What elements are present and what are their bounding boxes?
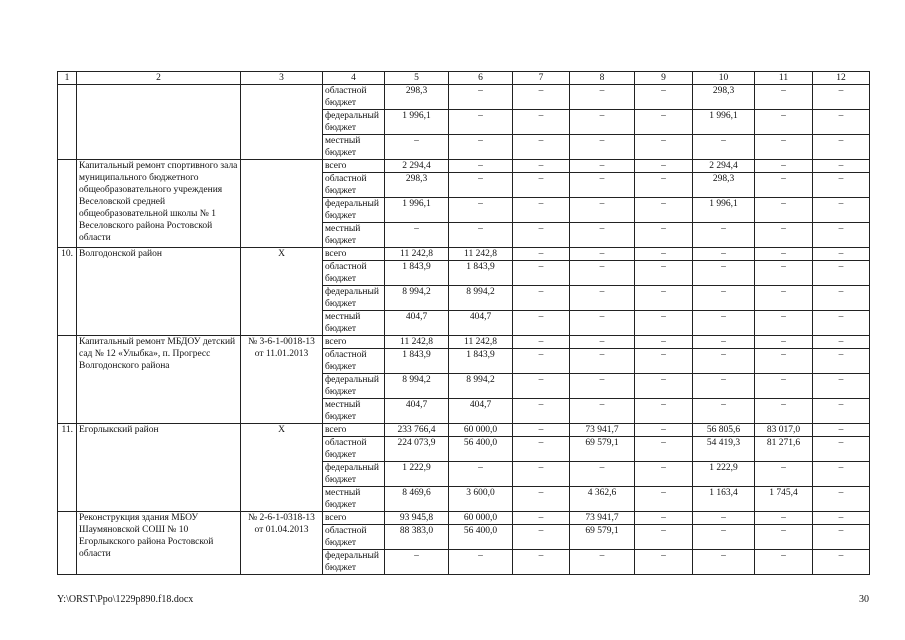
amount-cell: – xyxy=(513,135,570,160)
amount-cell: – xyxy=(449,173,513,198)
amount-cell: – xyxy=(693,512,755,525)
amount-cell: 11 242,8 xyxy=(449,248,513,261)
amount-cell: – xyxy=(385,550,449,575)
amount-cell: – xyxy=(570,311,635,336)
funding-source: местный бюджет xyxy=(323,399,385,424)
amount-cell: – xyxy=(513,248,570,261)
object-name: Реконструкция здания МБОУ Шаумяновской СОШ № 10 Егорлыкского района Ростовской области xyxy=(77,512,241,575)
amount-cell: – xyxy=(385,135,449,160)
amount-cell: 1 996,1 xyxy=(693,110,755,135)
amount-cell: – xyxy=(635,399,693,424)
amount-cell: – xyxy=(635,261,693,286)
document-code: Х xyxy=(241,248,323,336)
amount-cell: – xyxy=(635,437,693,462)
amount-cell: 69 579,1 xyxy=(570,525,635,550)
funding-source: всего xyxy=(323,336,385,349)
amount-cell: – xyxy=(513,336,570,349)
amount-cell: – xyxy=(570,110,635,135)
funding-source: федеральный бюджет xyxy=(323,286,385,311)
amount-cell: – xyxy=(813,311,870,336)
amount-cell: – xyxy=(813,349,870,374)
amount-cell: 2 294,4 xyxy=(385,160,449,173)
amount-cell: – xyxy=(513,173,570,198)
amount-cell: – xyxy=(513,198,570,223)
amount-cell: 56 400,0 xyxy=(449,437,513,462)
header-cell: 4 xyxy=(323,72,385,85)
amount-cell: – xyxy=(635,374,693,399)
table-row xyxy=(58,336,870,349)
amount-cell: 233 766,4 xyxy=(385,424,449,437)
table-row xyxy=(58,424,870,437)
amount-cell: 60 000,0 xyxy=(449,424,513,437)
amount-cell: – xyxy=(755,349,813,374)
document-code: Х xyxy=(241,424,323,512)
amount-cell: – xyxy=(693,261,755,286)
amount-cell: 8 994,2 xyxy=(385,286,449,311)
amount-cell: 73 941,7 xyxy=(570,424,635,437)
amount-cell: – xyxy=(813,110,870,135)
amount-cell: – xyxy=(755,261,813,286)
amount-cell: – xyxy=(513,110,570,135)
amount-cell: – xyxy=(755,223,813,248)
funding-source: всего xyxy=(323,248,385,261)
amount-cell: – xyxy=(813,462,870,487)
amount-cell: – xyxy=(755,85,813,110)
table-row xyxy=(58,160,870,173)
amount-cell: – xyxy=(635,512,693,525)
row-number xyxy=(58,336,77,424)
amount-cell: – xyxy=(570,550,635,575)
amount-cell: 298,3 xyxy=(693,173,755,198)
document-code: № 2-6-1-0318-13 от 01.04.2013 xyxy=(241,512,323,575)
header-cell: 5 xyxy=(385,72,449,85)
amount-cell: – xyxy=(813,437,870,462)
amount-cell: – xyxy=(513,437,570,462)
amount-cell: 1 745,4 xyxy=(755,487,813,512)
amount-cell: – xyxy=(513,349,570,374)
amount-cell: – xyxy=(570,286,635,311)
amount-cell: – xyxy=(513,286,570,311)
amount-cell: – xyxy=(449,550,513,575)
header-cell: 2 xyxy=(77,72,241,85)
amount-cell: 1 996,1 xyxy=(385,198,449,223)
table-row xyxy=(58,85,870,110)
funding-source: всего xyxy=(323,160,385,173)
amount-cell: – xyxy=(813,198,870,223)
amount-cell: 8 994,2 xyxy=(449,286,513,311)
amount-cell: – xyxy=(385,223,449,248)
amount-cell: – xyxy=(813,487,870,512)
header-cell: 12 xyxy=(813,72,870,85)
amount-cell: – xyxy=(813,424,870,437)
amount-cell: – xyxy=(813,399,870,424)
amount-cell: 404,7 xyxy=(449,399,513,424)
amount-cell: 8 469,6 xyxy=(385,487,449,512)
amount-cell: – xyxy=(570,135,635,160)
amount-cell: – xyxy=(813,85,870,110)
amount-cell: – xyxy=(513,399,570,424)
amount-cell: – xyxy=(813,550,870,575)
document-code: № 3-6-1-0018-13 от 11.01.2013 xyxy=(241,336,323,424)
amount-cell: – xyxy=(513,550,570,575)
amount-cell: 56 805,6 xyxy=(693,424,755,437)
amount-cell: – xyxy=(813,160,870,173)
amount-cell: 1 996,1 xyxy=(693,198,755,223)
amount-cell: – xyxy=(513,261,570,286)
amount-cell: – xyxy=(693,311,755,336)
amount-cell: 60 000,0 xyxy=(449,512,513,525)
amount-cell: 8 994,2 xyxy=(385,374,449,399)
amount-cell: – xyxy=(635,160,693,173)
header-cell: 3 xyxy=(241,72,323,85)
amount-cell: – xyxy=(755,173,813,198)
amount-cell: – xyxy=(570,85,635,110)
amount-cell: – xyxy=(570,349,635,374)
amount-cell: – xyxy=(449,462,513,487)
header-cell: 1 xyxy=(58,72,77,85)
header-cell: 8 xyxy=(570,72,635,85)
amount-cell: – xyxy=(693,223,755,248)
funding-source: всего xyxy=(323,424,385,437)
funding-source: областной бюджет xyxy=(323,261,385,286)
amount-cell: – xyxy=(513,374,570,399)
amount-cell: – xyxy=(635,85,693,110)
amount-cell: – xyxy=(635,336,693,349)
object-name: Волгодонской район xyxy=(77,248,241,336)
amount-cell: – xyxy=(570,198,635,223)
object-name: Капитальный ремонт МБДОУ детский сад № 12 «Улыбка», п. Прогресс Волгодонского района xyxy=(77,336,241,424)
object-name: Егорлыкский район xyxy=(77,424,241,512)
amount-cell: 1 222,9 xyxy=(693,462,755,487)
amount-cell: 88 383,0 xyxy=(385,525,449,550)
amount-cell: – xyxy=(693,550,755,575)
amount-cell: – xyxy=(755,462,813,487)
funding-source: областной бюджет xyxy=(323,349,385,374)
amount-cell: – xyxy=(635,173,693,198)
amount-cell: 2 294,4 xyxy=(693,160,755,173)
amount-cell: – xyxy=(693,399,755,424)
amount-cell: 1 843,9 xyxy=(385,349,449,374)
amount-cell: 404,7 xyxy=(385,399,449,424)
amount-cell: – xyxy=(693,525,755,550)
amount-cell: 4 362,6 xyxy=(570,487,635,512)
funding-source: всего xyxy=(323,512,385,525)
amount-cell: 298,3 xyxy=(693,85,755,110)
amount-cell: – xyxy=(693,336,755,349)
amount-cell: 1 843,9 xyxy=(385,261,449,286)
amount-cell: – xyxy=(813,286,870,311)
row-number: 11. xyxy=(58,424,77,512)
row-number: 10. xyxy=(58,248,77,336)
amount-cell: – xyxy=(755,550,813,575)
funding-source: областной бюджет xyxy=(323,173,385,198)
amount-cell: – xyxy=(635,248,693,261)
amount-cell: – xyxy=(635,550,693,575)
amount-cell: 93 945,8 xyxy=(385,512,449,525)
funding-source: федеральный бюджет xyxy=(323,550,385,575)
amount-cell: – xyxy=(755,110,813,135)
funding-source: федеральный бюджет xyxy=(323,462,385,487)
amount-cell: – xyxy=(513,462,570,487)
amount-cell: 224 073,9 xyxy=(385,437,449,462)
amount-cell: – xyxy=(513,160,570,173)
amount-cell: – xyxy=(755,311,813,336)
amount-cell: – xyxy=(449,85,513,110)
amount-cell: 404,7 xyxy=(449,311,513,336)
amount-cell: – xyxy=(513,223,570,248)
amount-cell: – xyxy=(635,311,693,336)
amount-cell: – xyxy=(513,512,570,525)
row-number xyxy=(58,512,77,575)
table-row xyxy=(58,512,870,525)
amount-cell: – xyxy=(635,487,693,512)
header-cell: 7 xyxy=(513,72,570,85)
amount-cell: – xyxy=(570,336,635,349)
amount-cell: – xyxy=(755,286,813,311)
amount-cell: – xyxy=(449,110,513,135)
amount-cell: – xyxy=(755,135,813,160)
amount-cell: – xyxy=(755,248,813,261)
amount-cell: – xyxy=(635,286,693,311)
amount-cell: 54 419,3 xyxy=(693,437,755,462)
funding-source: федеральный бюджет xyxy=(323,374,385,399)
amount-cell: – xyxy=(813,173,870,198)
amount-cell: – xyxy=(755,525,813,550)
amount-cell: – xyxy=(635,462,693,487)
amount-cell: – xyxy=(570,374,635,399)
amount-cell: 404,7 xyxy=(385,311,449,336)
funding-source: местный бюджет xyxy=(323,487,385,512)
amount-cell: – xyxy=(570,261,635,286)
funding-source: областной бюджет xyxy=(323,437,385,462)
document-code xyxy=(241,85,323,160)
amount-cell: – xyxy=(513,311,570,336)
amount-cell: – xyxy=(513,525,570,550)
amount-cell: – xyxy=(635,525,693,550)
amount-cell: – xyxy=(813,512,870,525)
amount-cell: – xyxy=(635,198,693,223)
header-cell: 6 xyxy=(449,72,513,85)
amount-cell: – xyxy=(755,399,813,424)
funding-source: федеральный бюджет xyxy=(323,110,385,135)
amount-cell: 56 400,0 xyxy=(449,525,513,550)
amount-cell: – xyxy=(755,336,813,349)
amount-cell: – xyxy=(755,512,813,525)
amount-cell: – xyxy=(570,173,635,198)
amount-cell: 83 017,0 xyxy=(755,424,813,437)
object-name xyxy=(77,85,241,160)
amount-cell: – xyxy=(813,374,870,399)
row-number xyxy=(58,160,77,248)
amount-cell: – xyxy=(570,160,635,173)
amount-cell: 298,3 xyxy=(385,173,449,198)
amount-cell: – xyxy=(635,349,693,374)
amount-cell: 1 996,1 xyxy=(385,110,449,135)
amount-cell: – xyxy=(693,374,755,399)
footer-file-path: Y:\ORST\Ppo\1229p890.f18.docx xyxy=(57,594,194,605)
amount-cell: – xyxy=(635,223,693,248)
amount-cell: – xyxy=(513,424,570,437)
amount-cell: – xyxy=(570,248,635,261)
amount-cell: – xyxy=(570,223,635,248)
amount-cell: 1 843,9 xyxy=(449,261,513,286)
header-cell: 11 xyxy=(755,72,813,85)
amount-cell: – xyxy=(693,135,755,160)
amount-cell: 69 579,1 xyxy=(570,437,635,462)
row-number xyxy=(58,85,77,160)
amount-cell: – xyxy=(693,349,755,374)
amount-cell: – xyxy=(813,223,870,248)
header-cell: 9 xyxy=(635,72,693,85)
amount-cell: – xyxy=(693,286,755,311)
funding-source: местный бюджет xyxy=(323,223,385,248)
amount-cell: – xyxy=(813,261,870,286)
amount-cell: 73 941,7 xyxy=(570,512,635,525)
amount-cell: 1 163,4 xyxy=(693,487,755,512)
object-name: Капитальный ремонт спортивного зала муниципального бюджетного общеобразовательного учреждения Веселовской средней общеобразовательной школы № 1 Веселовского района Ростовской области xyxy=(77,160,241,248)
amount-cell: – xyxy=(755,374,813,399)
amount-cell: – xyxy=(449,223,513,248)
table-row xyxy=(58,248,870,261)
amount-cell: – xyxy=(635,424,693,437)
header-cell: 10 xyxy=(693,72,755,85)
amount-cell: – xyxy=(693,248,755,261)
amount-cell: 298,3 xyxy=(385,85,449,110)
page-number: 30 xyxy=(859,594,869,605)
amount-cell: 11 242,8 xyxy=(385,336,449,349)
amount-cell: – xyxy=(570,399,635,424)
funding-source: областной бюджет xyxy=(323,525,385,550)
funding-source: местный бюджет xyxy=(323,135,385,160)
header-row xyxy=(58,72,870,85)
amount-cell: – xyxy=(449,198,513,223)
amount-cell: – xyxy=(755,160,813,173)
document-code xyxy=(241,160,323,248)
amount-cell: – xyxy=(755,198,813,223)
amount-cell: 11 242,8 xyxy=(385,248,449,261)
amount-cell: – xyxy=(635,110,693,135)
funding-source: местный бюджет xyxy=(323,311,385,336)
amount-cell: 81 271,6 xyxy=(755,437,813,462)
amount-cell: – xyxy=(813,525,870,550)
amount-cell: – xyxy=(813,336,870,349)
amount-cell: – xyxy=(635,135,693,160)
amount-cell: – xyxy=(813,135,870,160)
budget-table xyxy=(57,71,870,575)
amount-cell: – xyxy=(513,487,570,512)
funding-source: областной бюджет xyxy=(323,85,385,110)
amount-cell: – xyxy=(813,248,870,261)
amount-cell: – xyxy=(449,135,513,160)
amount-cell: 1 843,9 xyxy=(449,349,513,374)
amount-cell: 1 222,9 xyxy=(385,462,449,487)
amount-cell: 3 600,0 xyxy=(449,487,513,512)
amount-cell: 8 994,2 xyxy=(449,374,513,399)
amount-cell: 11 242,8 xyxy=(449,336,513,349)
amount-cell: – xyxy=(513,85,570,110)
amount-cell: – xyxy=(570,462,635,487)
amount-cell: – xyxy=(449,160,513,173)
funding-source: федеральный бюджет xyxy=(323,198,385,223)
